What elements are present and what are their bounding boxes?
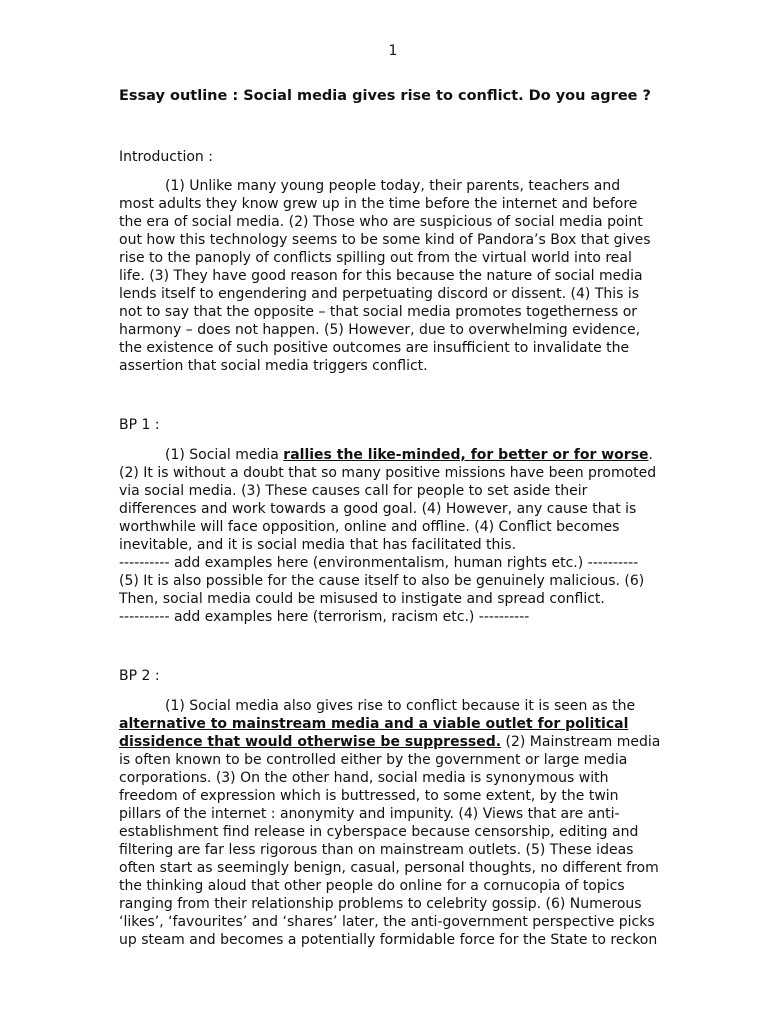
bp2-line: establishment find release in cyberspace because censorship, editing and bbox=[119, 824, 639, 840]
intro-paragraph bbox=[119, 177, 659, 375]
bp1-line-text: . bbox=[648, 447, 653, 463]
bp1-line: (2) It is without a doubt that so many positive missions have been promoted bbox=[119, 465, 657, 481]
bp1-line bbox=[119, 446, 659, 464]
bp1-line: differences and work towards a good goal. (4) However, any cause that is bbox=[119, 501, 637, 517]
bp1-examples-placeholder: ---------- add examples here (terrorism, racism etc.) ---------- bbox=[119, 609, 530, 625]
intro-line: assertion that social media triggers conflict. bbox=[119, 358, 428, 374]
bp1-paragraph bbox=[119, 446, 659, 626]
intro-line: rise to the panoply of conflicts spilling out from the virtual world into real bbox=[119, 250, 632, 266]
bp2-line bbox=[119, 733, 659, 751]
intro-line: out how this technology seems to be some kind of Pandora’s Box that gives bbox=[119, 232, 651, 248]
bp1-line-text: (1) Social media bbox=[165, 447, 284, 463]
bp1-line: (5) It is also possible for the cause itself to also be genuinely malicious. (6) bbox=[119, 573, 645, 589]
bp2-line: often start as seemingly benign, casual, personal thoughts, no different from bbox=[119, 860, 659, 876]
bp1-line: Then, social media could be misused to instigate and spread conflict. bbox=[119, 591, 605, 607]
intro-line: most adults they know grew up in the time before the internet and before bbox=[119, 196, 638, 212]
bp1-line: inevitable, and it is social media that has facilitated this. bbox=[119, 537, 517, 553]
bp2-line: freedom of expression which is buttressed, to some extent, by the twin bbox=[119, 788, 619, 804]
intro-line: not to say that the opposite – that social media promotes togetherness or bbox=[119, 304, 638, 320]
intro-line: the era of social media. (2) Those who are suspicious of social media point bbox=[119, 214, 643, 230]
bp2-line: filtering are far less rigorous than on mainstream outlets. (5) These ideas bbox=[119, 842, 634, 858]
bp2-line: ‘likes’, ‘favourites’ and ‘shares’ later, the anti-government perspective picks bbox=[119, 914, 655, 930]
intro-line: harmony – does not happen. (5) However, due to overwhelming evidence, bbox=[119, 322, 641, 338]
essay-title: Essay outline : Social media gives rise to conflict. Do you agree ? bbox=[119, 88, 651, 104]
bp2-key-point: dissidence that would otherwise be suppressed. bbox=[119, 734, 502, 750]
bp1-key-point: rallies the like-minded, for better or for worse bbox=[283, 447, 649, 463]
bp2-paragraph bbox=[119, 697, 659, 949]
intro-line: the existence of such positive outcomes are insufficient to invalidate the bbox=[119, 340, 630, 356]
bp2-line-text: (2) Mainstream media bbox=[501, 734, 661, 750]
bp2-key-point: alternative to mainstream media and a viable outlet for political bbox=[119, 716, 629, 732]
bp2-line: is often known to be controlled either by the government or large media bbox=[119, 752, 628, 768]
bp1-heading: BP 1 : bbox=[119, 417, 160, 433]
bp2-line: the thinking aloud that other people do online for a cornucopia of topics bbox=[119, 878, 625, 894]
bp1-line: via social media. (3) These causes call for people to set aside their bbox=[119, 483, 588, 499]
bp2-line: pillars of the internet : anonymity and impunity. (4) Views that are anti- bbox=[119, 806, 620, 822]
intro-line: life. (3) They have good reason for this because the nature of social media bbox=[119, 268, 643, 284]
bp1-examples-placeholder: ---------- add examples here (environmentalism, human rights etc.) ---------- bbox=[119, 555, 639, 571]
page-number: 1 bbox=[388, 43, 398, 59]
intro-heading: Introduction : bbox=[119, 149, 213, 165]
intro-line: (1) Unlike many young people today, their parents, teachers and bbox=[165, 178, 621, 194]
bp2-line: (1) Social media also gives rise to conflict because it is seen as the bbox=[165, 698, 636, 714]
intro-line: lends itself to engendering and perpetuating discord or dissent. (4) This is bbox=[119, 286, 640, 302]
bp2-heading: BP 2 : bbox=[119, 668, 160, 684]
bp2-line: up steam and becomes a potentially formidable force for the State to reckon bbox=[119, 932, 658, 948]
bp2-line: corporations. (3) On the other hand, social media is synonymous with bbox=[119, 770, 609, 786]
bp1-line: worthwhile will face opposition, online and offline. (4) Conflict becomes bbox=[119, 519, 620, 535]
bp2-line: ranging from their relationship problems to celebrity gossip. (6) Numerous bbox=[119, 896, 642, 912]
bp2-line bbox=[119, 715, 659, 733]
